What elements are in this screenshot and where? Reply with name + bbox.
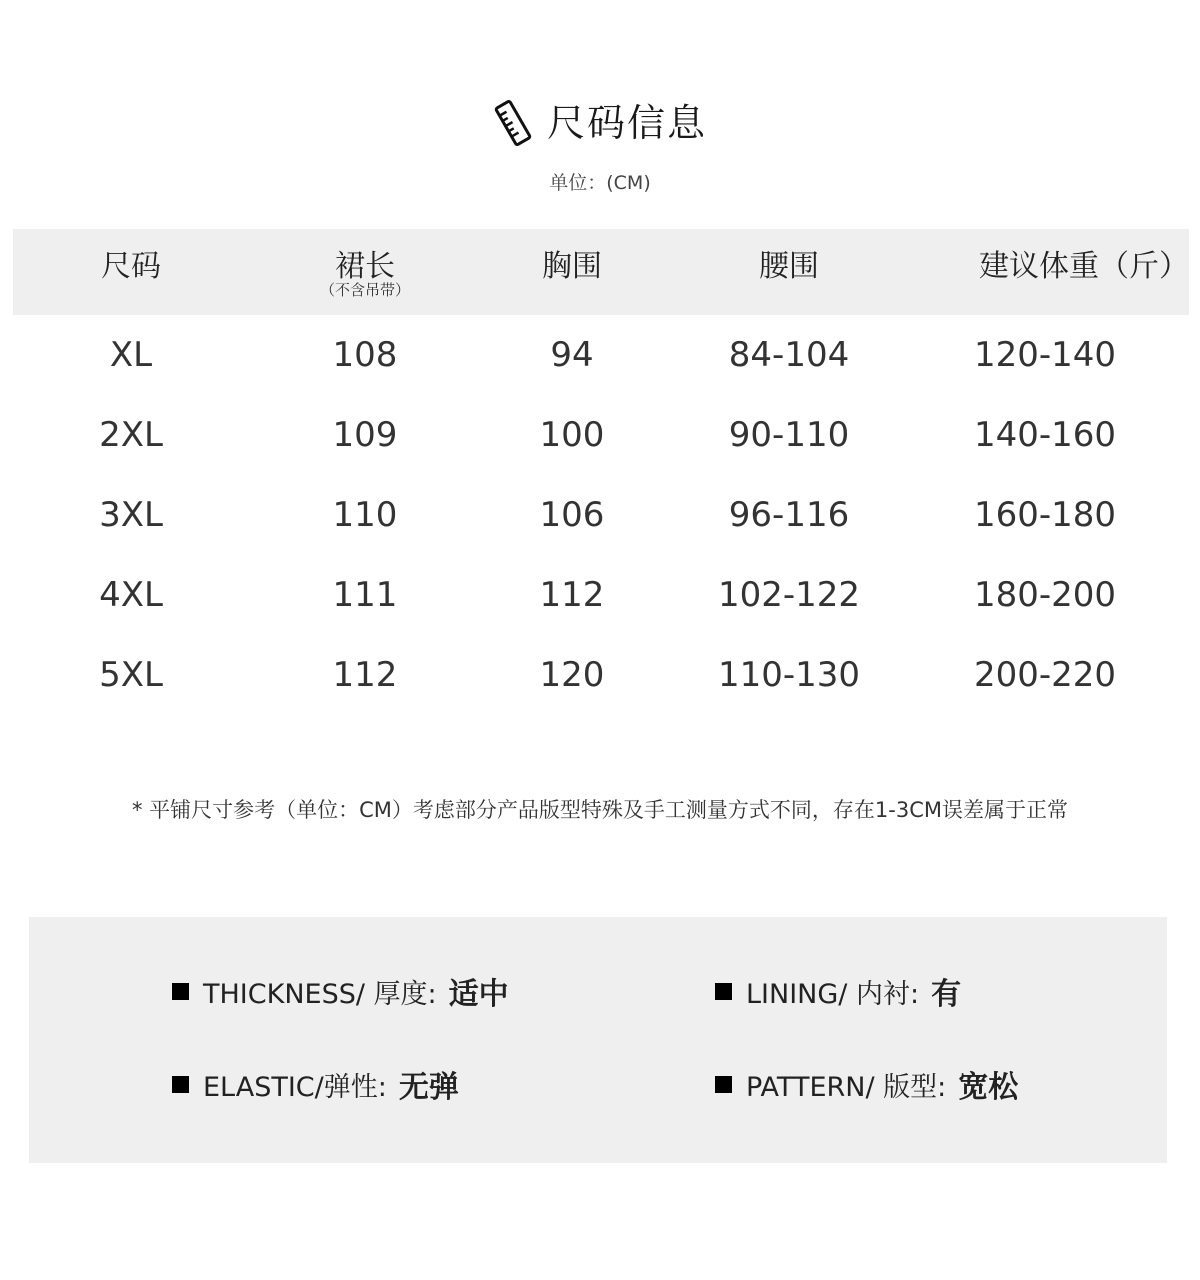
column-header-note: （不含吊带）	[319, 281, 411, 299]
fabric-attributes-panel	[29, 917, 1167, 1163]
table-cell: 112	[539, 575, 605, 615]
table-cell: 96-116	[728, 495, 850, 535]
table-cell: 3XL	[99, 495, 163, 535]
table-cell: 110-130	[717, 655, 861, 695]
attribute-value: 有	[931, 977, 962, 1012]
attribute-label: PATTERN/ 版型:	[746, 1071, 947, 1103]
column-header-weight	[979, 249, 1189, 285]
square-bullet-icon	[715, 1076, 732, 1093]
table-cell: 100	[539, 415, 605, 455]
table-cell: 94	[550, 335, 594, 375]
attribute-value: 适中	[448, 977, 509, 1012]
table-cell: 90-110	[728, 415, 850, 455]
column-header-skirt-length	[320, 249, 410, 298]
table-cell: 112	[332, 655, 398, 695]
table-cell: 160-180	[973, 495, 1117, 535]
column-header-label: 尺码	[101, 249, 161, 284]
ruler-icon	[493, 98, 533, 148]
unit-label: 单位：(CM)	[549, 172, 651, 194]
table-cell: 84-104	[728, 335, 850, 375]
column-header-waist	[759, 249, 819, 285]
table-body	[13, 315, 1189, 735]
table-cell: 180-200	[973, 575, 1117, 615]
table-cell: 4XL	[99, 575, 163, 615]
table-row	[13, 555, 1189, 635]
table-cell: 120	[539, 655, 605, 695]
attribute-pattern	[715, 1062, 1018, 1106]
table-cell: 140-160	[973, 415, 1117, 455]
column-header-label: 胸围	[542, 249, 602, 284]
table-cell: 120-140	[973, 335, 1117, 375]
table-row	[13, 315, 1189, 395]
table-cell: 102-122	[717, 575, 861, 615]
size-table	[13, 229, 1189, 735]
table-cell: 111	[332, 575, 398, 615]
table-cell: 108	[332, 335, 398, 375]
attribute-value: 无弹	[398, 1070, 459, 1105]
attribute-value: 宽松	[958, 1070, 1019, 1105]
column-header-label: 建议体重（斤）	[979, 249, 1189, 284]
attribute-thickness	[172, 969, 509, 1013]
table-row	[13, 475, 1189, 555]
table-cell: 109	[332, 415, 398, 455]
table-row	[13, 395, 1189, 475]
table-cell: 106	[539, 495, 605, 535]
column-header-size	[101, 249, 161, 285]
table-cell: 5XL	[99, 655, 163, 695]
page-header	[0, 98, 1200, 148]
square-bullet-icon	[172, 983, 189, 1000]
column-header-bust	[542, 249, 602, 285]
table-cell: 110	[332, 495, 398, 535]
measurement-note: * 平铺尺寸参考（单位：CM）考虑部分产品版型特殊及手工测量方式不同，存在1-3CM误差属于正常	[131, 798, 1069, 822]
square-bullet-icon	[715, 983, 732, 1000]
attribute-label: ELASTIC/弹性:	[203, 1071, 387, 1103]
table-cell: 2XL	[99, 415, 163, 455]
attribute-lining	[715, 969, 961, 1013]
square-bullet-icon	[172, 1076, 189, 1093]
attribute-label: THICKNESS/ 厚度:	[203, 978, 437, 1010]
table-row	[13, 635, 1189, 715]
attribute-elastic	[172, 1062, 459, 1106]
column-header-label: 裙长	[334, 249, 395, 284]
page-title: 尺码信息	[546, 101, 707, 145]
table-header	[13, 229, 1189, 315]
table-cell: 200-220	[973, 655, 1117, 695]
table-cell: XL	[109, 335, 153, 375]
column-header-label: 腰围	[759, 249, 819, 284]
attribute-label: LINING/ 内衬:	[746, 978, 920, 1010]
